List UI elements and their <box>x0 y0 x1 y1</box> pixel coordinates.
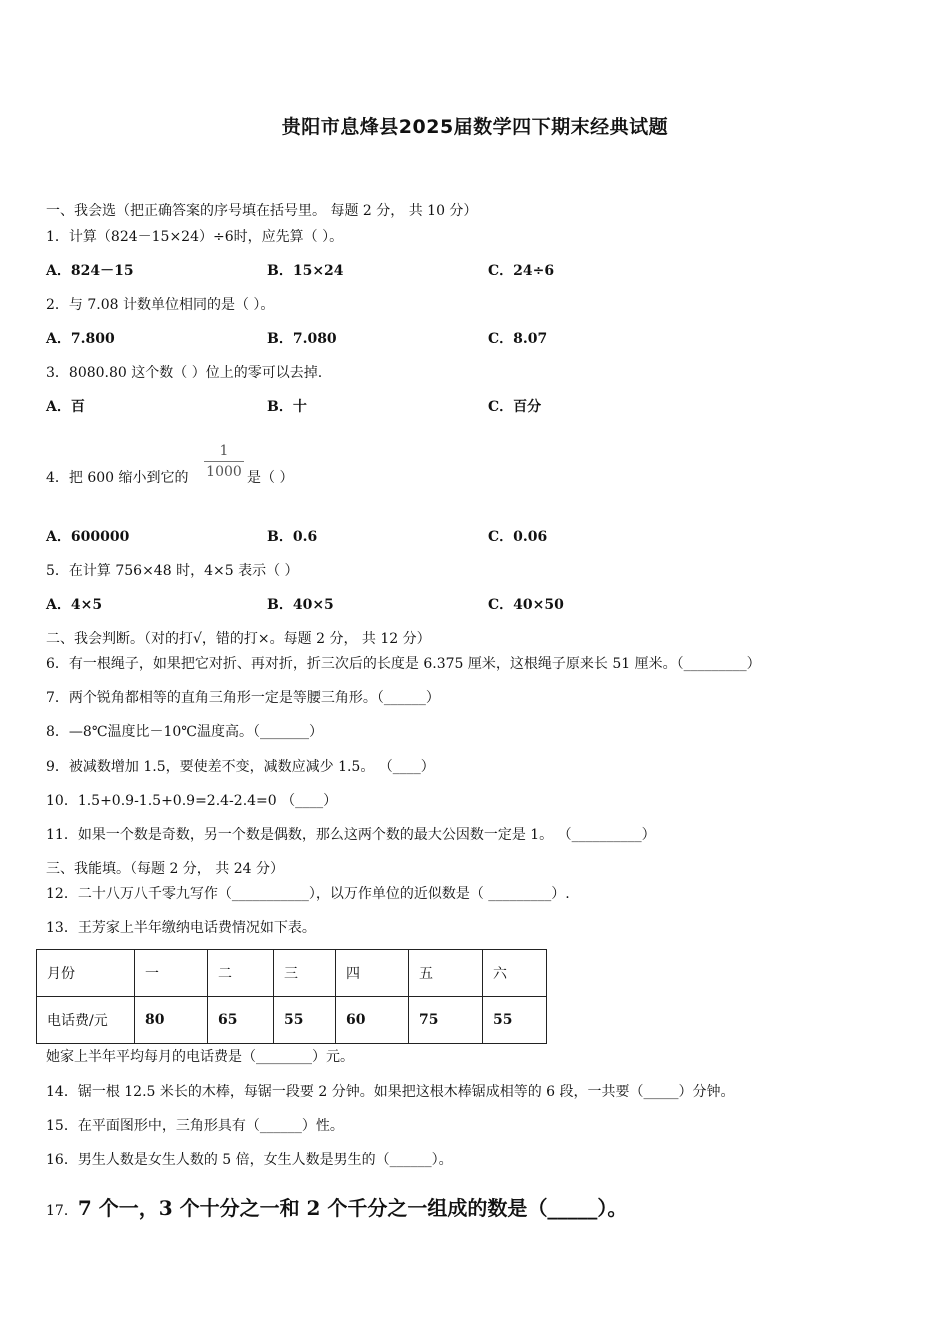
section-3-heading: 三、我能填。（每题 2 分， 共 24 分） <box>46 861 284 877</box>
q3-option-c: C．百分 <box>488 399 542 415</box>
table-row <box>37 997 547 1044</box>
question-17-number: 17． <box>46 1203 78 1219</box>
question-13: 13．王芳家上半年缴纳电话费情况如下表。 <box>46 920 316 936</box>
section-2-heading: 二、我会判断。（对的打√，错的打×。每题 2 分， 共 12 分） <box>46 631 431 647</box>
question-3: 3．8080.80 这个数（ ）位上的零可以去掉. <box>46 365 323 381</box>
question-9: 9．被减数增加 1.5，要使差不变，减数应减少 1.5。 （____） <box>46 759 435 775</box>
question-15: 15．在平面图形中，三角形具有（______）性。 <box>46 1118 344 1134</box>
q5-option-a: A．4×5 <box>46 597 103 613</box>
question-5: 5．在计算 756×48 时，4×5 表示（ ） <box>46 563 299 579</box>
q3-option-b: B．十 <box>267 399 307 415</box>
fraction-denominator: 1000 <box>206 464 242 480</box>
table-cell: 55 <box>274 997 336 1044</box>
phone-fee-table <box>36 949 547 1044</box>
table-header-row <box>37 950 547 997</box>
q5-option-c: C．40×50 <box>488 597 564 613</box>
question-17 <box>46 1194 627 1225</box>
table-cell: 五 <box>409 950 483 997</box>
question-10: 10．1.5+0.9-1.5+0.9=2.4-2.4=0 （____） <box>46 793 338 809</box>
q5-option-b: B．40×5 <box>267 597 334 613</box>
table-cell: 75 <box>409 997 483 1044</box>
table-cell: 六 <box>483 950 547 997</box>
question-14: 14．锯一根 12.5 米长的木棒，每锯一段要 2 分钟。如果把这根木棒锯成相等的 6 段，一共要（_____）分钟。 <box>46 1084 735 1100</box>
q1-option-b: B．15×24 <box>267 263 344 279</box>
fraction-one-thousandth <box>204 442 244 481</box>
table-cell: 四 <box>336 950 409 997</box>
fraction-numerator: 1 <box>219 443 229 459</box>
question-4-prefix: 4．把 600 缩小到它的 <box>46 470 189 486</box>
table-cell: 65 <box>208 997 274 1044</box>
question-17-blank: （_____）。 <box>527 1196 628 1220</box>
table-cell: 60 <box>336 997 409 1044</box>
question-4-suffix: 是（ ） <box>247 470 294 486</box>
question-13-followup: 她家上半年平均每月的电话费是（________）元。 <box>46 1049 354 1065</box>
question-16: 16．男生人数是女生人数的 5 倍，女生人数是男生的（______）。 <box>46 1152 453 1168</box>
q1-option-a: A．824－15 <box>46 263 134 279</box>
table-cell: 二 <box>208 950 274 997</box>
question-8: 8．—8℃温度比－10℃温度高。（_______） <box>46 724 323 740</box>
table-cell: 一 <box>135 950 208 997</box>
q1-option-c: C．24÷6 <box>488 263 555 279</box>
question-2: 2．与 7.08 计数单位相同的是（ ）。 <box>46 297 275 313</box>
question-7: 7．两个锐角都相等的直角三角形一定是等腰三角形。（______） <box>46 690 440 706</box>
q2-option-b: B．7.080 <box>267 331 337 347</box>
q2-option-a: A．7.800 <box>46 331 115 347</box>
question-12: 12．二十八万八千零九写作（___________），以万作单位的近似数是（ _________）. <box>46 886 570 902</box>
table-cell: 55 <box>483 997 547 1044</box>
q4-option-b: B．0.6 <box>267 529 318 545</box>
table-cell: 80 <box>135 997 208 1044</box>
q4-option-a: A．600000 <box>46 529 130 545</box>
question-17-text: 7 个一，3 个十分之一和 2 个千分之一组成的数是 <box>77 1196 528 1220</box>
fraction-bar <box>204 461 244 462</box>
table-cell: 月份 <box>37 950 135 997</box>
section-1-heading: 一、我会选（把正确答案的序号填在括号里。 每题 2 分， 共 10 分） <box>46 203 478 219</box>
q4-option-c: C．0.06 <box>488 529 548 545</box>
page-title: 贵阳市息烽县2025届数学四下期末经典试题 <box>281 116 669 138</box>
question-1: 1．计算（824－15×24）÷6时，应先算（ ）。 <box>46 229 344 245</box>
q3-option-a: A．百 <box>46 399 85 415</box>
q2-option-c: C．8.07 <box>488 331 548 347</box>
table-cell: 三 <box>274 950 336 997</box>
question-6: 6．有一根绳子，如果把它对折、再对折，折三次后的长度是 6.375 厘米，这根绳子原来长 51 厘米。（_________） <box>46 656 761 672</box>
table-cell: 电话费/元 <box>37 997 135 1044</box>
question-11: 11．如果一个数是奇数，另一个数是偶数，那么这两个数的最大公因数一定是 1。 （__________） <box>46 827 656 843</box>
